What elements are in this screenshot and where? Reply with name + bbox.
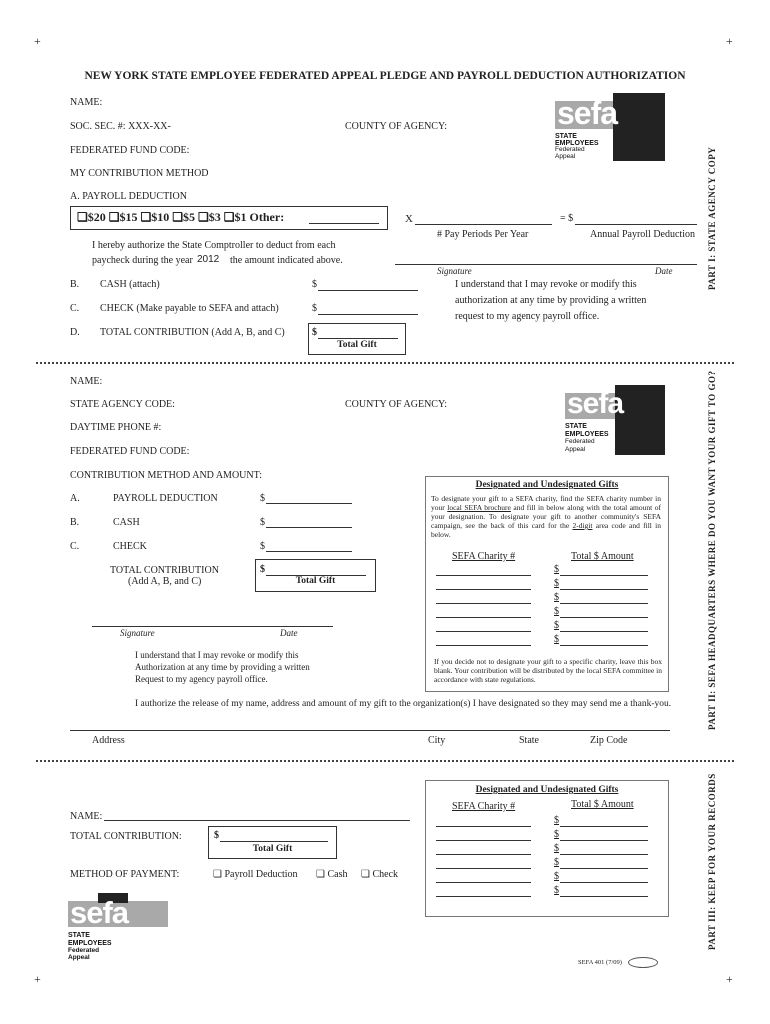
total-gift-label: Total Gift (337, 340, 377, 350)
revoke-text: Request to my agency payroll office. (135, 674, 268, 684)
signature-label: Signature (120, 628, 155, 638)
authorize-text: I hereby authorize the State Comptroller to deduct from each (92, 240, 336, 251)
dollar-sign: $ (260, 564, 265, 575)
total-contribution-label: TOTAL CONTRIBUTION: (70, 831, 182, 842)
check-label: CHECK (113, 541, 147, 552)
dollar-sign: $ (260, 541, 265, 552)
payroll-amount-field[interactable] (266, 503, 352, 504)
dollar-sign: $ (554, 564, 559, 575)
total-contribution-note: (Add A, B, and C) (128, 576, 202, 587)
item-letter: B. (70, 517, 80, 528)
name-label: NAME: (70, 811, 103, 822)
dollar-sign: $ (554, 857, 559, 868)
dollar-sign: $ (554, 606, 559, 617)
item-letter: C. (70, 541, 80, 552)
dollar-sign: $ (214, 830, 219, 841)
county-label: COUNTY OF AGENCY: (345, 399, 448, 410)
amount-header: Total $ Amount (571, 799, 634, 810)
revoke-text: request to my agency payroll office. (455, 311, 600, 322)
amount-field[interactable] (560, 631, 648, 632)
perforation-divider (36, 760, 734, 762)
name-field[interactable] (104, 820, 410, 821)
gifts-instructions: To designate your gift to a SEFA charity, find the SEFA charity number in your local SEFA brochure and fill in below along with the total amount of your designation. To designate your gift to another community's SEFA campaign, see the back of this card for the 2-digit area code and fill in below. (431, 494, 661, 539)
zip-label: Zip Code (590, 735, 628, 746)
charity-number-field[interactable] (436, 589, 531, 590)
cash-amount-field[interactable] (318, 290, 418, 291)
total-gift-label: Total Gift (295, 576, 336, 586)
name-label: NAME: (70, 97, 103, 108)
amount-field[interactable] (560, 868, 648, 869)
charity-number-field[interactable] (436, 854, 531, 855)
designated-gifts-box (425, 780, 669, 917)
signature-line[interactable] (92, 626, 333, 627)
dollar-sign: $ (554, 592, 559, 603)
fund-code-label: FEDERATED FUND CODE: (70, 446, 190, 457)
dollar-sign: $ (312, 279, 317, 290)
charity-number-field[interactable] (436, 603, 531, 604)
charity-number-field[interactable] (436, 631, 531, 632)
multiply-sign: X (405, 213, 413, 225)
annual-deduction-field[interactable] (575, 224, 697, 225)
pay-periods-label: # Pay Periods Per Year (437, 229, 529, 240)
item-letter: C. (70, 303, 80, 314)
address-line[interactable] (70, 730, 670, 731)
date-label: Date (280, 628, 298, 638)
signature-label: Signature (437, 266, 472, 276)
fund-code-label: FEDERATED FUND CODE: (70, 145, 190, 156)
charity-number-field[interactable] (436, 882, 531, 883)
charity-number-field[interactable] (436, 645, 531, 646)
designated-gifts-box (425, 476, 669, 692)
amount-field[interactable] (560, 589, 648, 590)
amount-checkboxes[interactable]: ❏$20 ❏$15 ❏$10 ❏$5 ❏$3 ❏$1 Other: (77, 210, 285, 224)
pay-periods-field[interactable] (415, 224, 552, 225)
total-gift-box[interactable] (208, 826, 337, 859)
amount-header: Total $ Amount (571, 551, 634, 562)
dollar-sign: $ (312, 327, 317, 338)
total-contribution-label: TOTAL CONTRIBUTION (110, 565, 219, 576)
dollar-sign: $ (554, 620, 559, 631)
amount-field[interactable] (560, 826, 648, 827)
authorize-text: paycheck during the year (92, 255, 193, 266)
release-text: I authorize the release of my name, address and amount of my gift to the organization(s) I have designated so they may send me a thank-you. (135, 699, 672, 709)
equals-sign: = $ (560, 213, 574, 224)
amount-field[interactable] (560, 617, 648, 618)
dollar-sign: $ (554, 634, 559, 645)
item-letter: B. (70, 279, 80, 290)
dollar-sign: $ (554, 843, 559, 854)
county-label: COUNTY OF AGENCY: (345, 121, 448, 132)
method-heading: CONTRIBUTION METHOD AND AMOUNT: (70, 470, 262, 481)
method-heading: MY CONTRIBUTION METHOD (70, 168, 209, 179)
payroll-deduction-label: A. PAYROLL DEDUCTION (70, 191, 187, 202)
union-bug-icon (628, 957, 658, 968)
dollar-sign: $ (554, 885, 559, 896)
charity-number-field[interactable] (436, 826, 531, 827)
total-gift-box[interactable] (255, 559, 376, 592)
crop-mark: + (726, 34, 733, 48)
sefa-logo: sefa STATE EMPLOYEES Federated Appeal (68, 893, 172, 961)
perforation-divider (36, 362, 734, 364)
payroll-deduction-label: PAYROLL DEDUCTION (113, 493, 218, 504)
check-amount-field[interactable] (266, 551, 352, 552)
part1-side-label: PART I: STATE AGENCY COPY (707, 146, 717, 290)
amount-field[interactable] (560, 645, 648, 646)
check-label: CHECK (Make payable to SEFA and attach) (100, 303, 279, 314)
amount-field[interactable] (560, 603, 648, 604)
annual-deduction-label: Annual Payroll Deduction (590, 229, 695, 240)
name-label: NAME: (70, 376, 103, 387)
crop-mark: + (34, 34, 41, 48)
sefa-logo: sefa STATE EMPLOYEES Federated Appeal (565, 385, 665, 455)
ssn-label: SOC. SEC. #: XXX-XX- (70, 121, 171, 132)
amount-field[interactable] (560, 896, 648, 897)
amount-field[interactable] (560, 575, 648, 576)
charity-number-header: SEFA Charity # (452, 551, 516, 562)
crop-mark: + (726, 972, 733, 986)
signature-line[interactable] (395, 264, 697, 265)
dollar-sign: $ (554, 829, 559, 840)
cash-label: CASH (113, 517, 140, 528)
agency-code-label: STATE AGENCY CODE: (70, 399, 175, 410)
crop-mark: + (34, 972, 41, 986)
charity-number-header: SEFA Charity # (452, 801, 516, 812)
dollar-sign: $ (554, 815, 559, 826)
city-label: City (428, 735, 446, 746)
charity-number-field[interactable] (436, 896, 531, 897)
charity-number-field[interactable] (436, 840, 531, 841)
charity-number-field[interactable] (436, 575, 531, 576)
charity-number-field[interactable] (436, 868, 531, 869)
check-checkbox[interactable]: ❏ Check (361, 869, 399, 880)
revoke-text: Authorization at any time by providing a written (135, 662, 310, 672)
item-letter: D. (70, 327, 80, 338)
item-letter: A. (70, 493, 80, 504)
dollar-sign: $ (312, 303, 317, 314)
cash-label: CASH (attach) (100, 279, 160, 290)
part2-side-label: PART II: SEFA HEADQUARTERS WHERE DO YOU WANT YOUR GIFT TO GO? (707, 370, 717, 730)
payroll-deduction-checkbox[interactable]: ❏ Payroll Deduction (213, 869, 298, 880)
payment-method-label: METHOD OF PAYMENT: (70, 869, 180, 880)
amount-options-box[interactable] (70, 206, 388, 230)
address-label: Address (92, 735, 125, 746)
year-value: 2012 (197, 254, 220, 265)
form-title: NEW YORK STATE EMPLOYEE FEDERATED APPEAL PLEDGE AND PAYROLL DEDUCTION AUTHORIZATION (84, 70, 686, 82)
revoke-text: authorization at any time by providing a written (455, 295, 647, 306)
cash-checkbox[interactable]: ❏ Cash (316, 869, 348, 880)
part3-side-label: PART III: KEEP FOR YOUR RECORDS (707, 773, 717, 950)
total-gift-label: Total Gift (252, 844, 293, 854)
gifts-title: Designated and Undesignated Gifts (475, 480, 619, 490)
state-label: State (519, 735, 539, 746)
gifts-title: Designated and Undesignated Gifts (475, 785, 619, 795)
undesignated-note: If you decide not to designate your gift to a specific charity, leave this box blank. Your contribution will be distributed by the local SEFA committee in accordance with state regulations. (434, 657, 662, 684)
authorize-text: the amount indicated above. (230, 255, 343, 266)
cash-amount-field[interactable] (266, 527, 352, 528)
amount-field[interactable] (560, 840, 648, 841)
dollar-sign: $ (554, 871, 559, 882)
revoke-text: I understand that I may revoke or modify this (455, 279, 637, 290)
form-id: SEFA 401 (7/09) (578, 959, 622, 966)
date-label: Date (655, 266, 673, 276)
phone-label: DAYTIME PHONE #: (70, 422, 162, 433)
charity-number-field[interactable] (436, 617, 531, 618)
dollar-sign: $ (260, 517, 265, 528)
dollar-sign: $ (554, 578, 559, 589)
revoke-text: I understand that I may revoke or modify this (135, 650, 299, 660)
check-amount-field[interactable] (318, 314, 418, 315)
amount-field[interactable] (560, 882, 648, 883)
dollar-sign: $ (260, 493, 265, 504)
total-gift-box[interactable] (308, 323, 406, 355)
total-contribution-label: TOTAL CONTRIBUTION (Add A, B, and C) (100, 327, 285, 338)
amount-field[interactable] (560, 854, 648, 855)
sefa-logo: sefa STATE EMPLOYEES Federated Appeal (555, 93, 665, 161)
